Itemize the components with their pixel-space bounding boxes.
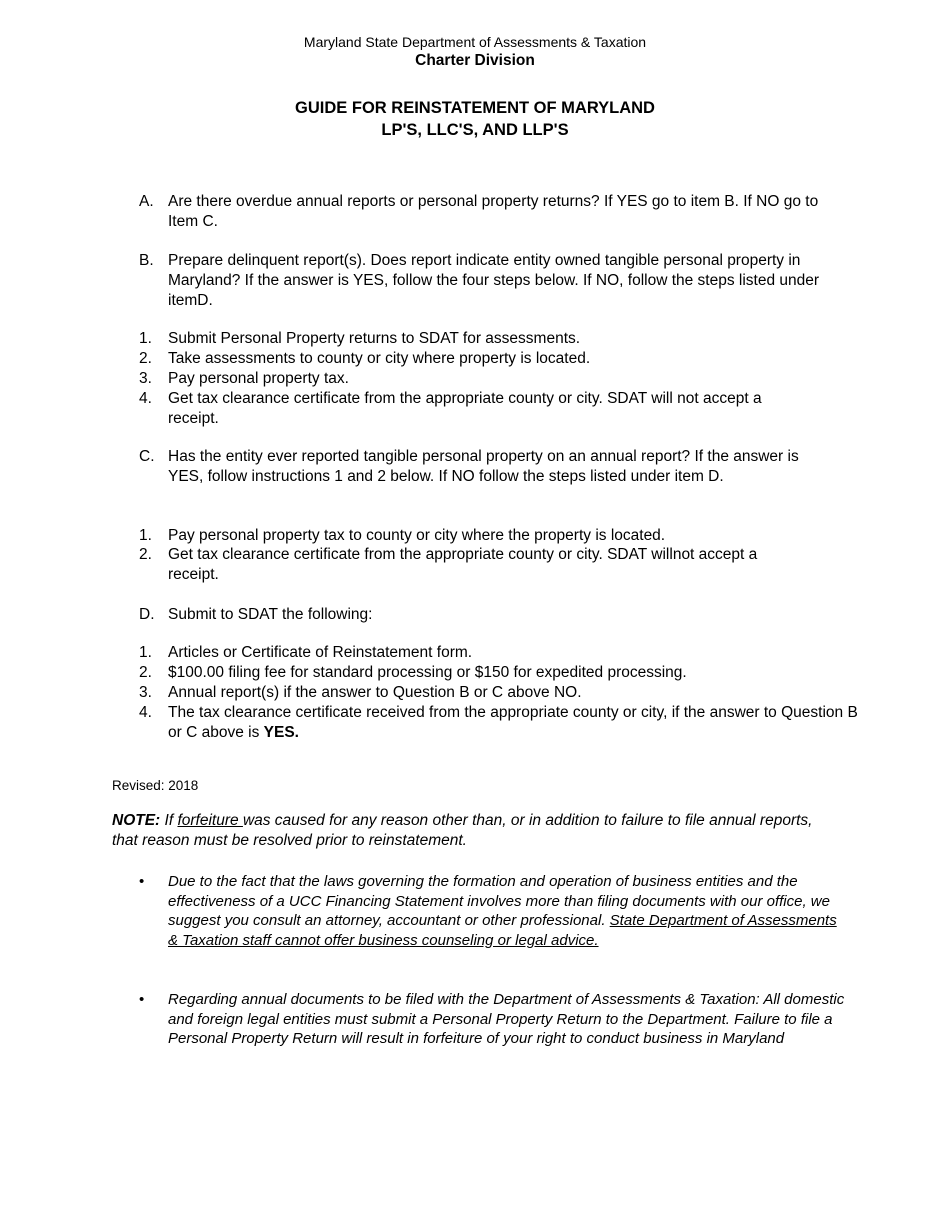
note-label: NOTE:: [112, 812, 161, 829]
division-name: Charter Division: [415, 52, 535, 69]
note-pre: If: [160, 812, 178, 829]
list-item: [139, 643, 859, 663]
list-item: [139, 545, 859, 585]
list-text: Articles or Certificate of Reinstatement form.: [168, 644, 473, 661]
list-text: $100.00 filing fee for standard processing or $150 for expedited processing.: [168, 664, 687, 681]
revision-date: Revised: 2018: [112, 778, 199, 793]
list-text-prefix: The tax clearance certificate received from the appropriate county or city, if the answer to Question B or C above is: [168, 704, 858, 741]
bullet-item: [139, 990, 849, 1049]
section-c: [139, 447, 859, 487]
bullet-text: [168, 872, 849, 950]
list-text-emphasis: YES.: [263, 724, 299, 741]
list-item: [139, 349, 859, 369]
list-text: Pay personal property tax.: [168, 370, 349, 387]
section-text: Are there overdue annual reports or personal property returns? If YES go to item B. If NO go to Item C.: [168, 193, 819, 230]
note-underlined: forfeiture: [177, 812, 243, 829]
list-text: [168, 703, 859, 743]
bullet-text-main: Due to the fact that the laws governing the formation and operation of business entities and the effectiveness of a UCC Financing Statement involves more than filing documents with our office, we suggest you consult an attorney, accountant or other professional.: [168, 873, 830, 930]
list-text: Pay personal property tax to county or city where the property is located.: [168, 527, 666, 544]
bullet-icon: •: [139, 873, 145, 890]
section-marker: C.: [139, 448, 155, 465]
bullet-item: [139, 872, 849, 950]
note-paragraph: [112, 811, 832, 851]
list-text: Get tax clearance certificate from the appropriate county or city. SDAT will not accept a receipt.: [168, 390, 762, 427]
section-marker: B.: [139, 252, 154, 269]
page-title: [0, 97, 950, 141]
section-text: Submit to SDAT the following:: [168, 606, 373, 623]
section-b: [139, 251, 859, 311]
list-text: Submit Personal Property returns to SDAT for assessments.: [168, 330, 581, 347]
list-marker: 3.: [139, 370, 152, 387]
list-marker: 1.: [139, 330, 152, 347]
section-text: Prepare delinquent report(s). Does report indicate entity owned tangible personal property in Maryland? If the answer is YES, follow the four steps below. If NO, follow the steps listed under itemD.: [168, 252, 820, 309]
list-item: [139, 526, 859, 546]
title-line-2: LP'S, LLC'S, AND LLP'S: [381, 121, 569, 139]
list-item: [139, 329, 859, 349]
list-item: [139, 663, 859, 683]
list-item: [139, 389, 859, 429]
bullet-text: Regarding annual documents to be filed with the Department of Assessments & Taxation: All domestic and foreign legal entities must submit a Personal Property Return to the Department. Failure to file a Personal Property Return will result in forfeiture of your right to conduct business in Maryland: [168, 991, 845, 1048]
list-marker: 1.: [139, 527, 152, 544]
section-text: Has the entity ever reported tangible personal property on an annual report? If the answer is YES, follow instructions 1 and 2 below. If NO follow the steps listed under item D.: [168, 448, 799, 485]
list-marker: 3.: [139, 684, 152, 701]
section-marker: A.: [139, 193, 154, 210]
list-marker: 2.: [139, 664, 152, 681]
section-d: [139, 605, 859, 625]
bullet-text-underlined: State Department of Assessments & Taxation staff cannot offer business counseling or legal advice.: [168, 912, 837, 949]
list-marker: 4.: [139, 390, 152, 407]
title-line-1: GUIDE FOR REINSTATEMENT OF MARYLAND: [295, 99, 655, 117]
list-marker: 4.: [139, 704, 152, 721]
list-item: [139, 369, 859, 389]
list-text: Annual report(s) if the answer to Question B or C above NO.: [168, 684, 582, 701]
list-text: Take assessments to county or city where property is located.: [168, 350, 591, 367]
list-marker: 2.: [139, 546, 152, 563]
list-marker: 2.: [139, 350, 152, 367]
note-post: was caused for any reason other than, or in addition to failure to file annual reports, that reason must be resolved prior to reinstatement.: [112, 812, 813, 849]
agency-name: Maryland State Department of Assessments & Taxation: [303, 34, 647, 50]
section-a: [139, 192, 859, 232]
list-marker: 1.: [139, 644, 152, 661]
list-item: [139, 703, 859, 743]
list-text: Get tax clearance certificate from the appropriate county or city. SDAT willnot accept a receipt.: [168, 546, 758, 583]
list-item: [139, 683, 859, 703]
section-marker: D.: [139, 606, 155, 623]
bullet-icon: •: [139, 991, 145, 1008]
